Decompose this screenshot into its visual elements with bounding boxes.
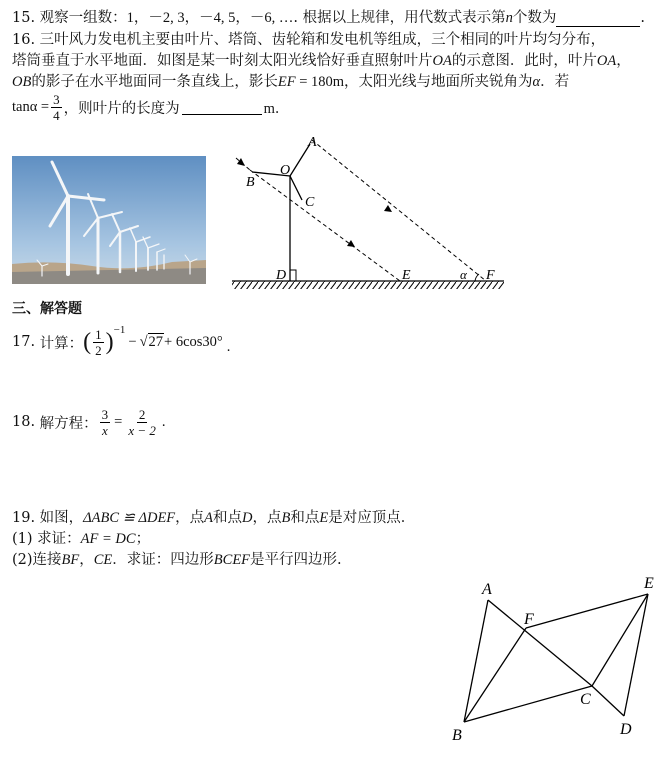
q15-sequence: 1，－2, 3，－4, 5，－6, … — [126, 10, 294, 26]
q16-line2-a: 塔筒垂直于水平地面．如图是某一时刻太阳光线恰好垂直照射叶片 — [12, 53, 433, 69]
q16-ef: EF — [277, 74, 296, 90]
q16-line1-text: 三叶风力发电机主要由叶片、塔筒、齿轮箱和发电机等组成，三个相同的叶片均匀分布， — [39, 32, 606, 48]
q19-part1-label: (1) 求证： — [12, 531, 81, 547]
label-a: A — [308, 135, 317, 150]
segment-bc — [464, 686, 592, 722]
q19-a: A — [204, 510, 214, 526]
q19-part2 — [12, 548, 342, 569]
q19-diagram — [448, 572, 664, 746]
q16-tan-fraction — [51, 93, 62, 122]
q15-number: 15. — [12, 10, 36, 26]
label-e: E — [644, 575, 654, 592]
wind-turbine-photo — [12, 156, 206, 284]
label-b: B — [452, 727, 462, 744]
q19-ce: CE — [93, 552, 113, 568]
q17-number: 17. — [12, 334, 36, 350]
q17-exponent: −1 — [113, 324, 126, 336]
q19-line1-b: ，点 — [175, 510, 205, 526]
q15-end: . — [640, 10, 645, 26]
q17-half-den: 2 — [95, 342, 102, 358]
q16-diagram — [228, 130, 508, 292]
q16-line3-b: ，太阳光线与地面所夹锐角为 — [344, 74, 533, 90]
blade-oc — [290, 176, 302, 200]
q16-line4-a: ，则叶片的长度为 — [63, 100, 180, 117]
q19-bcef: BCEF — [213, 552, 251, 568]
q19-e: E — [319, 510, 329, 526]
q19-part2-label: (2)连接 — [12, 552, 62, 568]
q16-oa-2: OA — [596, 53, 617, 69]
ray-arrow-b — [347, 240, 355, 247]
q17-tail: + 6cos30° — [164, 333, 223, 350]
q16-ef-value: = 180m — [295, 74, 345, 90]
label-c: C — [305, 195, 315, 210]
q17-prompt: 计算： — [39, 335, 84, 352]
q17-half-num: 1 — [95, 326, 102, 342]
q19-line1-c: 和点 — [213, 510, 243, 526]
q16-alpha: α — [532, 74, 541, 90]
question-17 — [12, 322, 230, 362]
label-d: D — [620, 721, 632, 738]
q18-eq: = — [114, 413, 123, 430]
q18-lhs — [100, 408, 111, 437]
question-18 — [12, 404, 166, 440]
q16-line3-c: ．若 — [540, 74, 570, 90]
segment-dc — [592, 686, 624, 716]
sun-ray-b — [250, 170, 400, 281]
label-alpha: α — [460, 267, 467, 282]
q15-text-c: 个数为 — [512, 10, 557, 26]
section-title: 三、解答题 — [12, 301, 82, 317]
q18-lhs-den: x — [102, 422, 108, 438]
q16-comma: ， — [616, 53, 631, 69]
q16-line1 — [12, 28, 605, 49]
sqrt-icon: √ — [139, 333, 148, 350]
q15-answer-blank[interactable] — [556, 12, 640, 27]
q16-number: 16. — [12, 32, 36, 48]
q17-end: . — [226, 339, 231, 355]
q18-end: . — [161, 413, 166, 430]
q19-part2-c: 是平行四边形. — [250, 552, 342, 568]
ray-arrow-c — [237, 158, 245, 166]
q16-unit: m． — [263, 100, 290, 117]
q18-number: 18. — [12, 414, 36, 430]
q19-part1-end: ； — [135, 531, 151, 547]
q16-line3 — [12, 70, 569, 91]
q15-n: n — [505, 10, 513, 26]
alpha-arc — [475, 274, 479, 281]
q19-line1-d: ，点 — [252, 510, 282, 526]
q17-left-paren: ( — [83, 328, 92, 355]
q16-tan-den: 4 — [53, 107, 60, 123]
q19-b: B — [281, 510, 291, 526]
right-angle-mark — [290, 270, 296, 281]
q19-part2-b: ．求证：四边形 — [112, 552, 214, 568]
q16-tan-num: 3 — [53, 91, 60, 107]
ground-hatch — [232, 281, 504, 289]
blade-oa — [290, 144, 310, 176]
label-o: O — [280, 163, 291, 178]
q16-line3-a: 的影子在水平地面同一条直线上，影长 — [31, 74, 278, 90]
q16-tan-label: tanα = — [12, 98, 50, 115]
q19-number: 19. — [12, 510, 36, 526]
q18-rhs-num: 2 — [138, 406, 146, 422]
q17-half — [93, 328, 104, 357]
q16-oa: OA — [432, 53, 452, 69]
q16-line4 — [12, 92, 289, 122]
segment-ed — [624, 594, 648, 716]
label-f: F — [524, 611, 534, 628]
label-c: C — [580, 691, 591, 708]
q17-right-paren: ) — [105, 328, 114, 355]
q19-line1-e: 和点 — [290, 510, 320, 526]
q19-d: D — [242, 510, 253, 526]
q16-line2 — [12, 49, 631, 70]
q19-part1-expr: AF = DC — [80, 531, 136, 547]
ray-arrow-a — [384, 205, 392, 212]
sun-ray-a — [312, 140, 486, 281]
q19-line1-f: 是对应顶点． — [328, 510, 416, 526]
q17-minus: − — [128, 333, 137, 350]
question-15 — [12, 6, 645, 27]
q19-congruence: ΔABC ≌ ΔDEF — [83, 510, 176, 526]
q19-part1 — [12, 527, 150, 548]
q18-rhs-den: x − 2 — [128, 422, 156, 438]
q18-lhs-num: 3 — [101, 406, 109, 422]
q18-rhs — [126, 408, 158, 437]
label-e: E — [402, 268, 411, 283]
q16-ob: OB — [12, 74, 32, 90]
segment-ac — [488, 600, 592, 686]
q17-radicand: 27 — [148, 334, 164, 350]
label-a: A — [482, 581, 492, 598]
label-f: F — [486, 268, 495, 283]
label-b: B — [246, 175, 255, 190]
label-d: D — [276, 268, 287, 283]
q16-answer-blank[interactable] — [182, 100, 262, 115]
q19-sep: ， — [79, 552, 94, 568]
q15-text-a: 观察一组数： — [39, 10, 127, 26]
q15-text-b: . 根据以上规律，用代数式表示第 — [293, 10, 506, 26]
q18-prompt: 解方程： — [39, 415, 98, 432]
q16-line2-b: 的示意图．此时，叶片 — [451, 53, 597, 69]
q19-bf: BF — [61, 552, 80, 568]
q19-line1-a: 如图， — [39, 510, 84, 526]
q19-line1 — [12, 506, 415, 527]
